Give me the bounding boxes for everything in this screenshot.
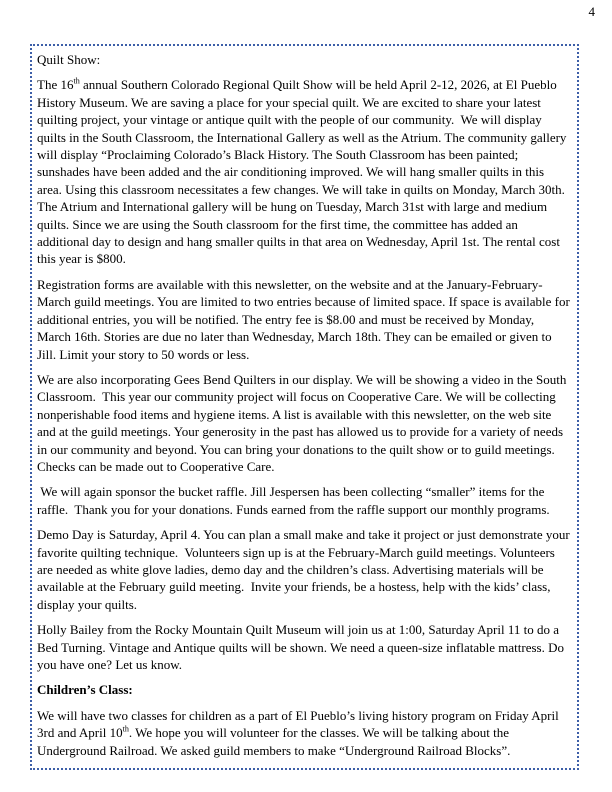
text-run: Children’s Class: xyxy=(37,682,133,698)
childrens-class-heading xyxy=(37,681,571,698)
bed-turning-paragraph xyxy=(37,621,571,673)
bucket-raffle-paragraph xyxy=(37,483,571,518)
text-run: We will again sponsor the bucket raffle. Jill Jespersen has been collecting “smaller” items for the raffle. Thank you for your donations. Funds earned from the raffle support our monthly programs. xyxy=(37,484,550,517)
text-run: Registration forms are available with this newsletter, on the website and at the January-February- March guild meetings. You are limited to two entries because of limited space. If space is available for additional entries, you will be notified. The entry fee is $8.00 and must be received by Monday, March 16th. Stories are due no later than Wednesday, March 18th. They can be emailed or given to Jill. Limit your story to 50 words or less. xyxy=(37,276,574,362)
content-box xyxy=(30,44,579,770)
text-run: . We hope you will volunteer for the classes. We will be talking about the Underground Railroad. We asked guild members to make “Underground Railroad Blocks”. xyxy=(37,725,513,758)
ordinal-superscript: th xyxy=(73,77,80,87)
show-details-paragraph xyxy=(37,76,571,267)
text-run: Demo Day is Saturday, April 4. You can plan a small make and take it project or just demonstrate your favorite quilting technique. Volunteers sign up is at the February-March guild meetings. Volunteers are needed as white glove ladies, demo day and the children’s class. Advertising materials will be available at the February guild meeting. Invite your friends, be a hostess, help with the kids’ class, display your quilts. xyxy=(37,527,574,612)
ordinal-superscript: th xyxy=(122,724,129,734)
text-run: Holly Bailey from the Rocky Mountain Quilt Museum will join us at 1:00, Saturday April 11 to do a Bed Turning. Vintage and Antique quilts will be shown. We need a queen-size inflatable mattress. Do you have one? Let us know. xyxy=(37,622,568,672)
text-run: annual Southern Colorado Regional Quilt Show will be held April 2-12, 2026, at El Pueblo History Museum. We are saving a place for your special quilt. We are excited to share your latest quilting project, your vintage or antique quilt with the people of our community. We will display quilts in the South Classroom, the International Gallery as well as the Atrium. The community gallery will display “Proclaiming Colorado’s Black History. The South Classroom has been painted; sunshades have been added and the air conditioning improved. We will hang smaller quilts in this area. Using this classroom necessitates a few changes. We will take in quilts on Monday, March 30th. The Atrium and International gallery will be hung on Tuesday, March 31st with large and medium quilts. Since we are using the South classroom for the first time, the committee has added an additional day to design and hang smaller quilts in that area on Wednesday, April 1st. The rental cost this year is $800. xyxy=(37,77,570,267)
demo-day-paragraph xyxy=(37,526,574,613)
community-project-paragraph xyxy=(37,371,571,475)
text-run: The 16 xyxy=(37,77,74,93)
quilt-show-heading xyxy=(37,51,571,68)
registration-paragraph xyxy=(37,276,574,363)
text-run: We will have two classes for children as a part of El Pueblo’s living history program on Friday April 3rd and April 10 xyxy=(37,707,562,741)
page-number: 4 xyxy=(588,4,595,19)
text-run: Quilt Show: xyxy=(37,52,101,67)
text-run: We are also incorporating Gees Bend Quilters in our display. We will be showing a video in the South Classroom. This year our community project will focus on Cooperative Care. We will be collecting nonperishable food items and hygiene items. A list is available with this newsletter, on the web site and at the guild meetings. Your generosity in the past has allowed us to provide for a variety of needs in our community and beyond. You can bring your donations to the quilt show or to guild meetings. Checks can be made out to Cooperative Care. xyxy=(37,371,570,474)
childrens-class-paragraph xyxy=(37,707,571,759)
